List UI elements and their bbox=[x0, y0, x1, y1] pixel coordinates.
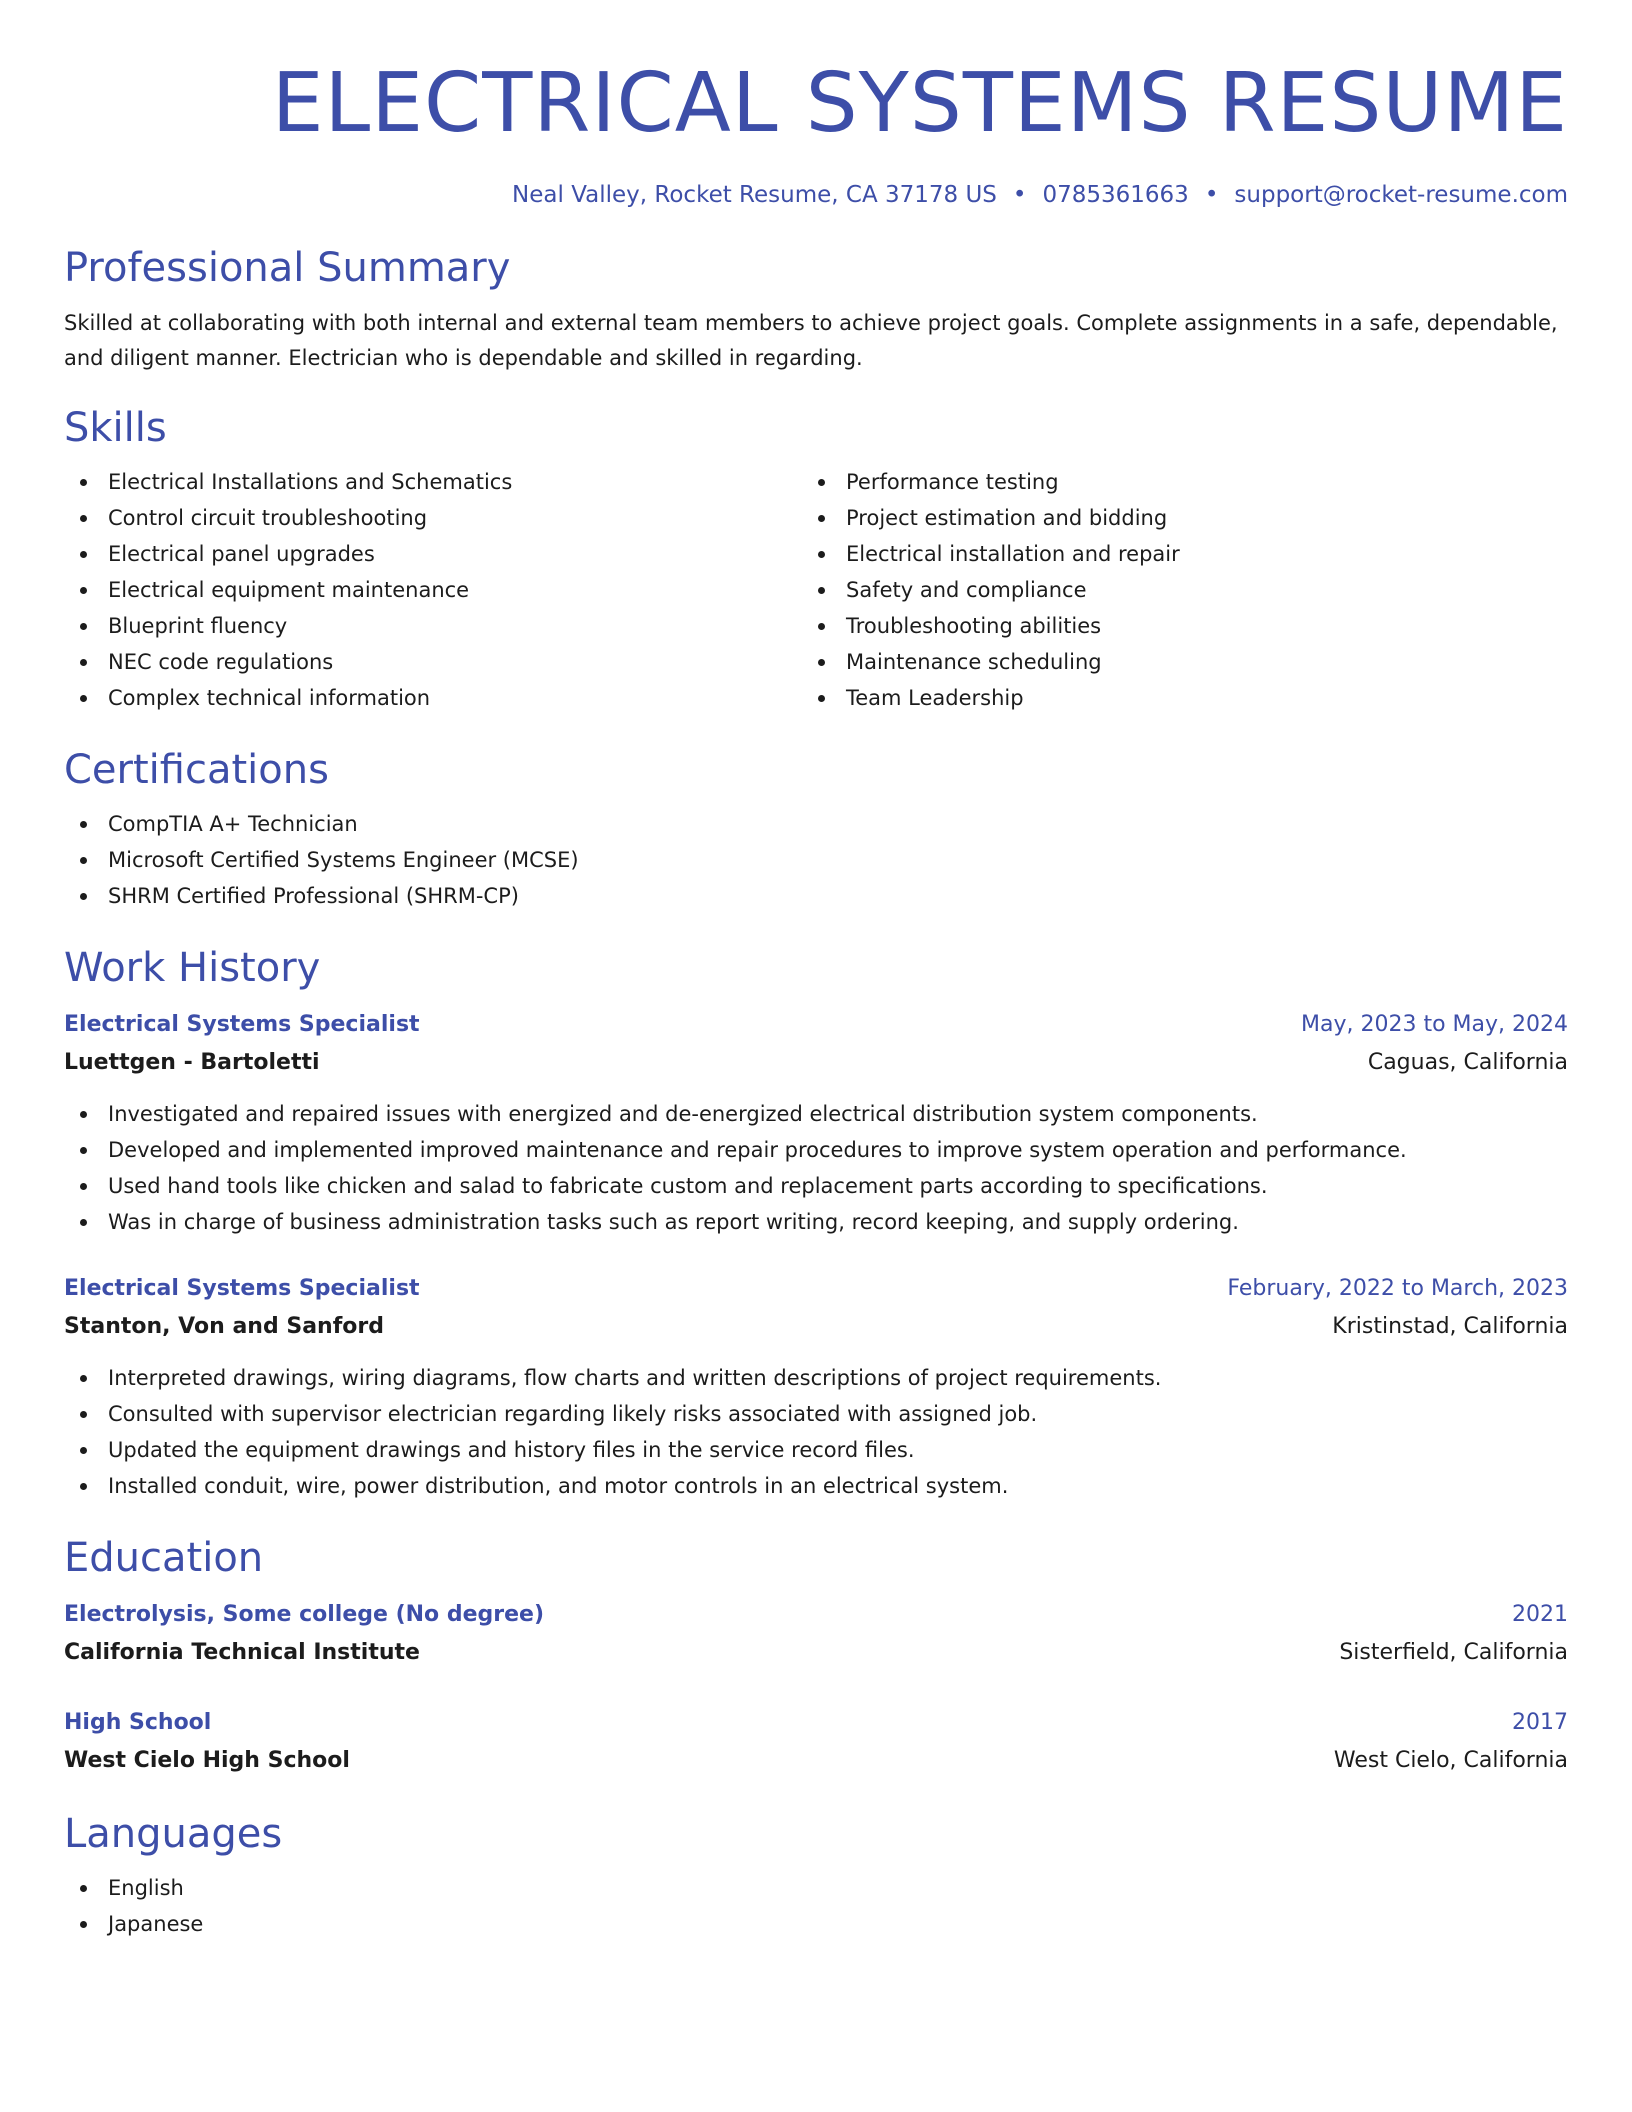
job-company-row bbox=[64, 1044, 1568, 1082]
summary-text: Skilled at collaborating with both internal and external team members to achieve project goals. Complete assignments in a safe, dependable, and diligent manner. Electrician who is dependable and skilled in regarding. bbox=[64, 311, 1558, 370]
education-location: West Cielo, California bbox=[1333, 1748, 1568, 1773]
resume-header bbox=[64, 0, 1568, 210]
job-header-row bbox=[64, 1270, 1568, 1308]
languages-section bbox=[64, 1808, 1568, 1942]
job-bullet: Updated the equipment drawings and history files in the service record files. bbox=[64, 1432, 1568, 1468]
language-item: Japanese bbox=[64, 1906, 1568, 1942]
job-entry bbox=[64, 1270, 1568, 1504]
contact-separator: • bbox=[1204, 182, 1219, 208]
job-bullet: Was in charge of business administration tasks such as report writing, record keeping, and supply ordering. bbox=[64, 1204, 1568, 1240]
certifications-list bbox=[64, 806, 1568, 914]
job-title: Electrical Systems Specialist bbox=[64, 1012, 420, 1037]
section-title-certifications: Certifications bbox=[64, 747, 329, 793]
job-bullet: Investigated and repaired issues with energized and de-energized electrical distribution system components. bbox=[64, 1096, 1568, 1132]
skill-item: Control circuit troubleshooting bbox=[64, 500, 802, 536]
certification-item: CompTIA A+ Technician bbox=[64, 806, 1568, 842]
education-location: Sisterfield, California bbox=[1339, 1640, 1568, 1665]
section-title-skills: Skills bbox=[64, 405, 167, 451]
skills-list-right bbox=[802, 464, 1540, 716]
skills-section bbox=[64, 402, 1568, 716]
summary-section bbox=[64, 242, 1568, 376]
skill-item: NEC code regulations bbox=[64, 644, 802, 680]
job-location: Caguas, California bbox=[1367, 1050, 1568, 1075]
skill-item: Electrical Installations and Schematics bbox=[64, 464, 802, 500]
job-bullet: Used hand tools like chicken and salad to fabricate custom and replacement parts according to specifications. bbox=[64, 1168, 1568, 1204]
certifications-section bbox=[64, 744, 1568, 914]
job-header-row bbox=[64, 1006, 1568, 1044]
education-header-row bbox=[64, 1704, 1568, 1742]
contact-email[interactable]: support@rocket-resume.com bbox=[1234, 182, 1568, 208]
education-school: California Technical Institute bbox=[64, 1640, 420, 1665]
education-degree: Electrolysis, Some college (No degree) bbox=[64, 1602, 544, 1627]
job-bullet: Consulted with supervisor electrician regarding likely risks associated with assigned job. bbox=[64, 1396, 1568, 1432]
contact-line bbox=[64, 180, 1568, 210]
education-entry bbox=[64, 1704, 1568, 1780]
education-school-row bbox=[64, 1634, 1568, 1672]
languages-list bbox=[64, 1870, 1568, 1942]
education-degree: High School bbox=[64, 1710, 212, 1735]
job-company: Luettgen - Bartoletti bbox=[64, 1050, 320, 1075]
contact-separator: • bbox=[1012, 182, 1027, 208]
education-year: 2017 bbox=[1512, 1710, 1568, 1735]
section-title-summary: Professional Summary bbox=[64, 245, 511, 291]
skill-item: Performance testing bbox=[802, 464, 1540, 500]
skill-item: Electrical panel upgrades bbox=[64, 536, 802, 572]
education-school-row bbox=[64, 1742, 1568, 1780]
skills-list-left bbox=[64, 464, 802, 716]
education-entry bbox=[64, 1596, 1568, 1672]
contact-phone[interactable]: 0785361663 bbox=[1042, 182, 1189, 208]
section-title-education: Education bbox=[64, 1535, 264, 1581]
skills-grid bbox=[64, 464, 1568, 716]
skill-item: Safety and compliance bbox=[802, 572, 1540, 608]
job-bullet: Installed conduit, wire, power distribution, and motor controls in an electrical system. bbox=[64, 1468, 1568, 1504]
education-header-row bbox=[64, 1596, 1568, 1634]
language-item: English bbox=[64, 1870, 1568, 1906]
section-title-work-history: Work History bbox=[64, 945, 321, 991]
skill-item: Troubleshooting abilities bbox=[802, 608, 1540, 644]
job-bullet: Developed and implemented improved maintenance and repair procedures to improve system operation and performance. bbox=[64, 1132, 1568, 1168]
skill-item: Team Leadership bbox=[802, 680, 1540, 716]
job-company-row bbox=[64, 1308, 1568, 1346]
contact-address: Neal Valley, Rocket Resume, CA 37178 US bbox=[512, 182, 997, 208]
job-title: Electrical Systems Specialist bbox=[64, 1276, 420, 1301]
skill-item: Project estimation and bidding bbox=[802, 500, 1540, 536]
skill-item: Blueprint fluency bbox=[64, 608, 802, 644]
job-bullets bbox=[64, 1360, 1568, 1504]
job-bullet: Interpreted drawings, wiring diagrams, flow charts and written descriptions of project requirements. bbox=[64, 1360, 1568, 1396]
job-dates: February, 2022 to March, 2023 bbox=[1227, 1276, 1568, 1301]
skill-item: Complex technical information bbox=[64, 680, 802, 716]
skill-item: Electrical equipment maintenance bbox=[64, 572, 802, 608]
section-title-languages: Languages bbox=[64, 1811, 283, 1857]
resume-title: ELECTRICAL SYSTEMS RESUME bbox=[271, 56, 1568, 151]
skill-item: Electrical installation and repair bbox=[802, 536, 1540, 572]
job-company: Stanton, Von and Sanford bbox=[64, 1314, 384, 1339]
certification-item: Microsoft Certified Systems Engineer (MCSE) bbox=[64, 842, 1568, 878]
education-section bbox=[64, 1532, 1568, 1780]
certification-item: SHRM Certified Professional (SHRM-CP) bbox=[64, 878, 1568, 914]
work-history-section bbox=[64, 942, 1568, 1504]
job-location: Kristinstad, California bbox=[1332, 1314, 1568, 1339]
job-bullets bbox=[64, 1096, 1568, 1240]
job-dates: May, 2023 to May, 2024 bbox=[1301, 1012, 1568, 1037]
skill-item: Maintenance scheduling bbox=[802, 644, 1540, 680]
education-year: 2021 bbox=[1512, 1602, 1568, 1627]
education-school: West Cielo High School bbox=[64, 1748, 350, 1773]
job-entry bbox=[64, 1006, 1568, 1240]
